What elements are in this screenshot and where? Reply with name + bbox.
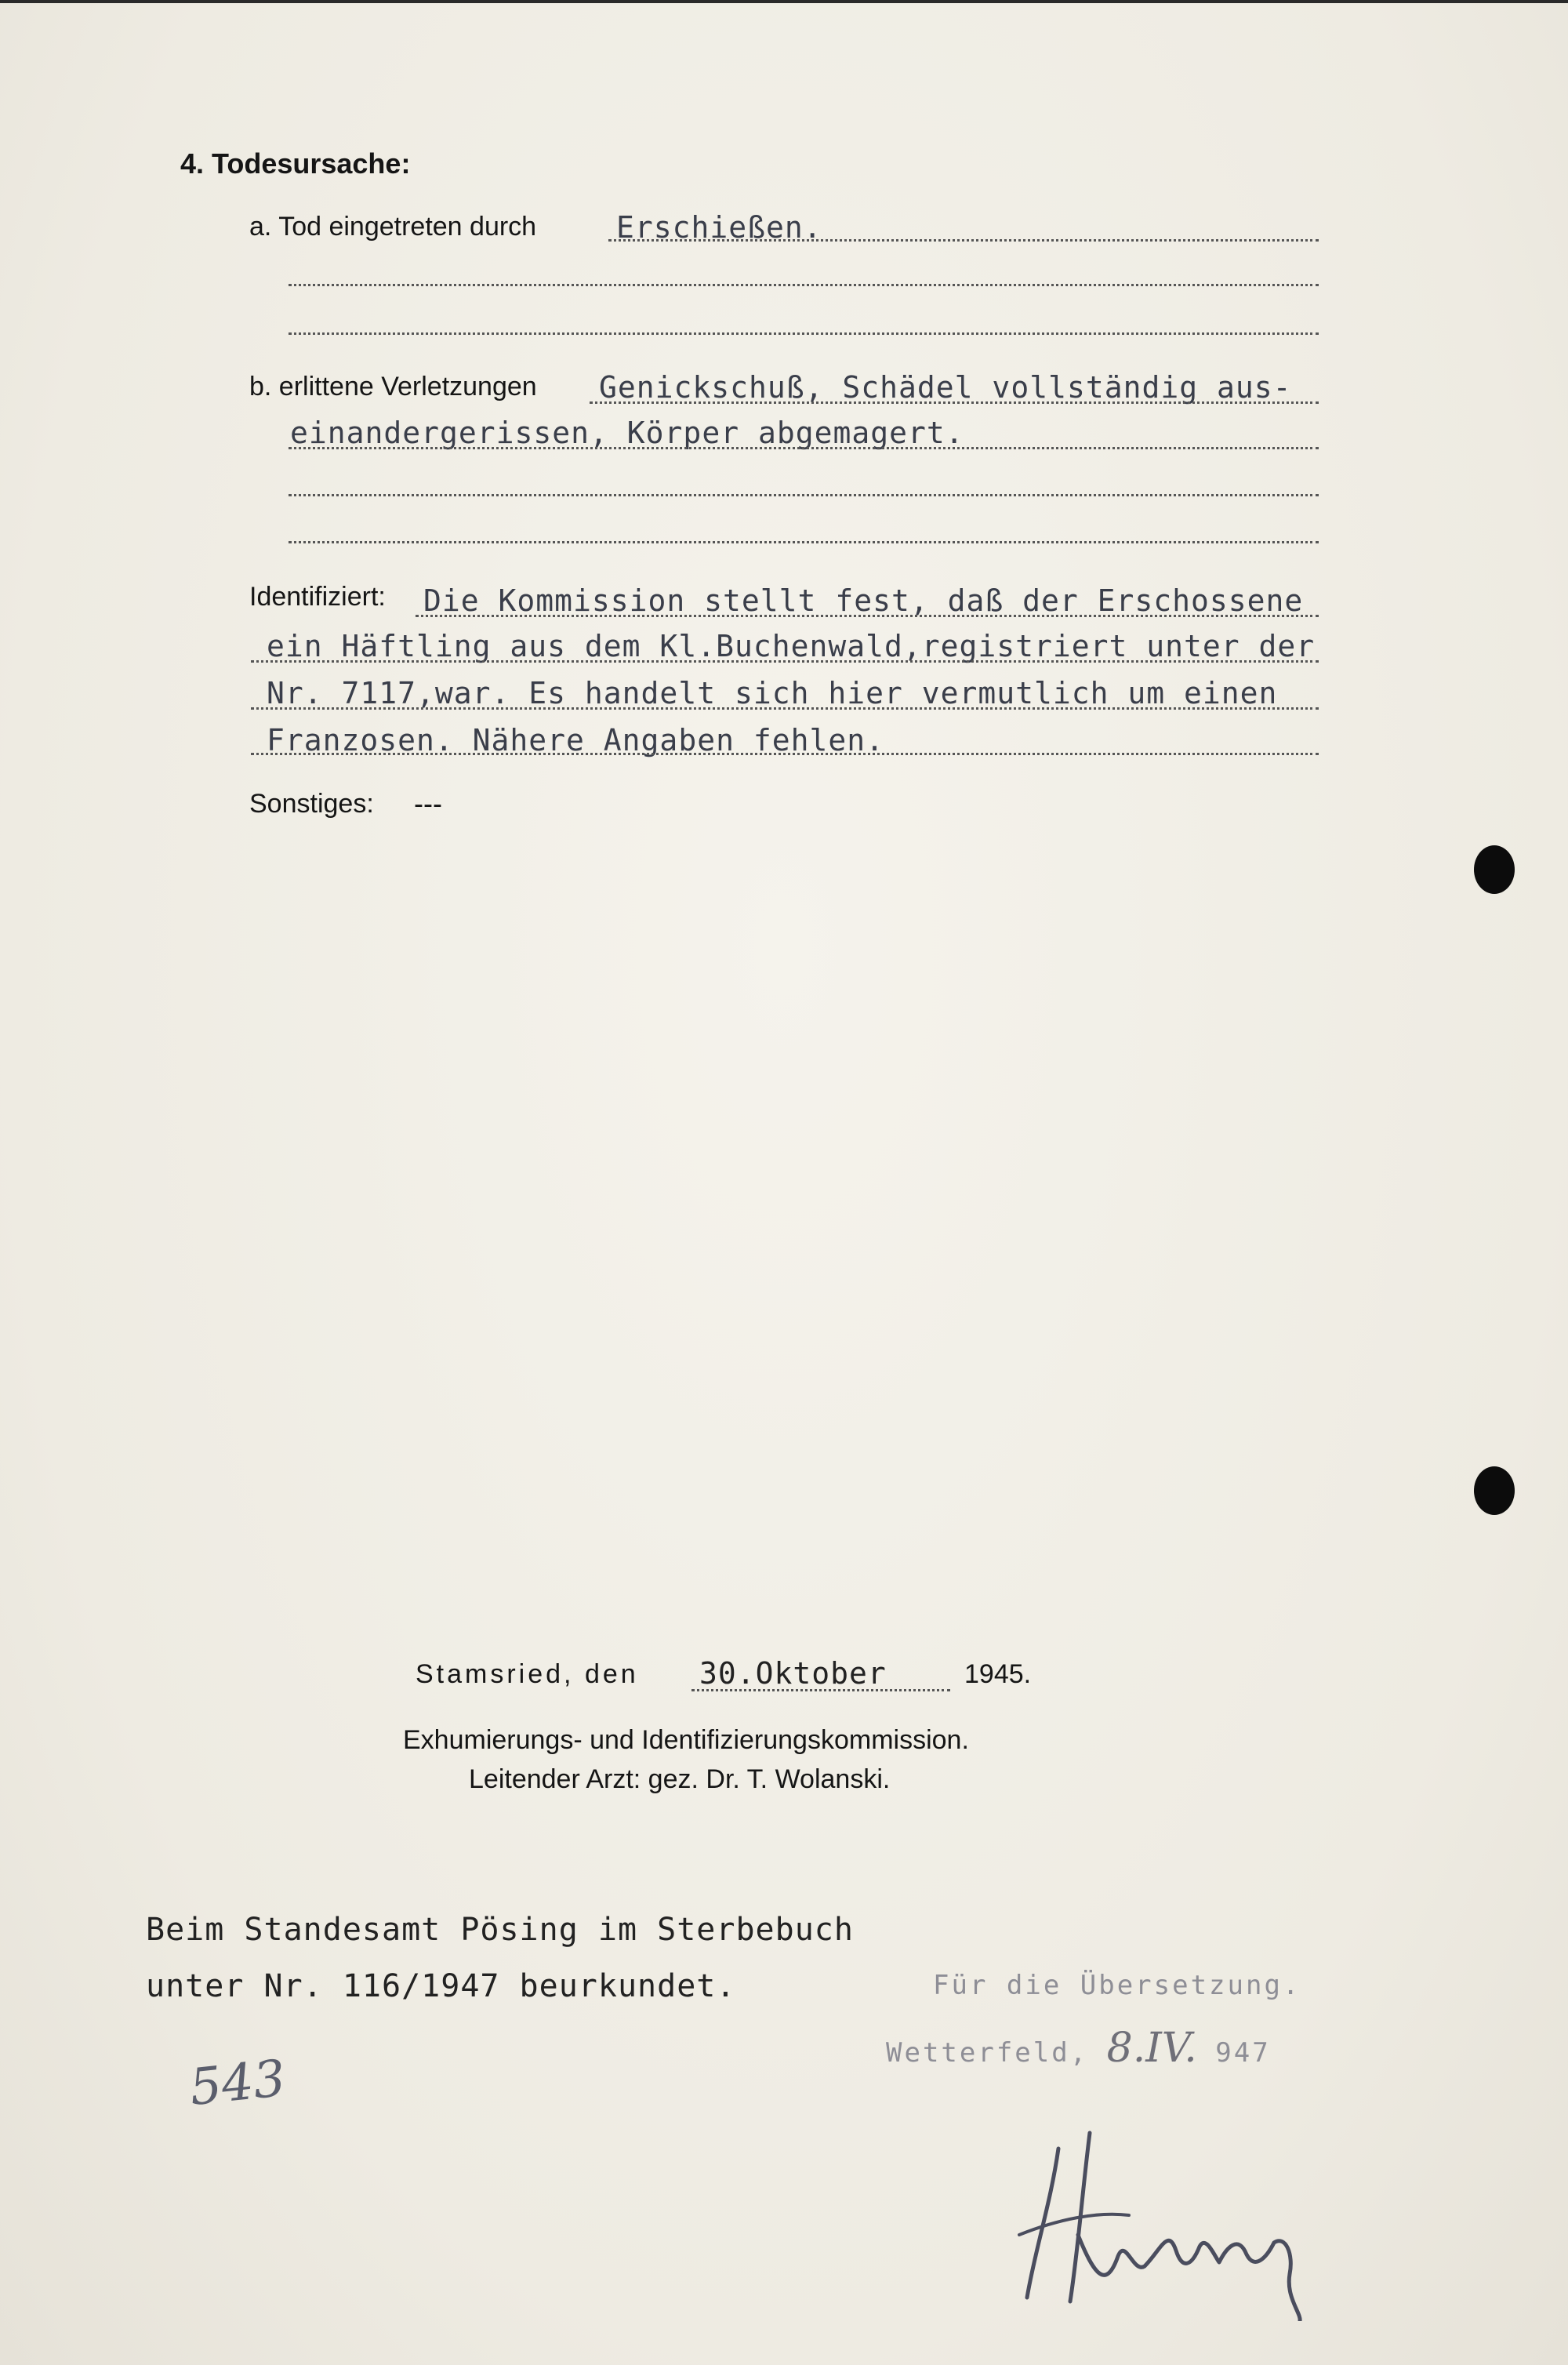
doctor-line: Leitender Arzt: gez. Dr. T. Wolanski. bbox=[469, 1764, 891, 1794]
date-year: 1945. bbox=[964, 1659, 1032, 1689]
dotted-line bbox=[289, 541, 1319, 543]
punch-hole bbox=[1474, 845, 1515, 894]
cause-value: Erschießen. bbox=[616, 210, 822, 245]
dotted-line bbox=[289, 332, 1319, 335]
dotted-line bbox=[416, 615, 1319, 617]
signature-icon bbox=[1004, 2117, 1333, 2321]
injuries-label: b. erlittene Verletzungen bbox=[249, 372, 537, 401]
handwritten-page-number: 543 bbox=[187, 2049, 289, 2118]
registry-line1: Beim Standesamt Pösing im Sterbebuch bbox=[146, 1912, 854, 1948]
stamp-year: 947 bbox=[1215, 2037, 1271, 2069]
injuries-value-line2: einandergerissen, Körper abgemagert. bbox=[290, 416, 964, 450]
dotted-line bbox=[251, 753, 1319, 755]
identified-line2: ein Häftling aus dem Kl.Buchenwald,registriert unter der bbox=[267, 629, 1316, 663]
page-top-edge bbox=[0, 0, 1568, 3]
dotted-line bbox=[251, 707, 1319, 710]
dotted-line bbox=[289, 447, 1319, 449]
dotted-line bbox=[289, 494, 1319, 496]
dotted-line bbox=[608, 239, 1319, 242]
commission-name: Exhumierungs- und Identifizierungskommission. bbox=[403, 1725, 969, 1755]
place-date: Stamsried, den bbox=[416, 1659, 639, 1689]
translation-stamp-line2 bbox=[886, 2025, 1271, 2072]
identified-line1: Die Kommission stellt fest, daß der Erschossene bbox=[423, 583, 1304, 618]
cause-label: a. Tod eingetreten durch bbox=[249, 212, 537, 242]
dotted-line bbox=[590, 401, 1319, 404]
dotted-line bbox=[251, 660, 1319, 663]
registry-line2: unter Nr. 116/1947 beurkundet. bbox=[146, 1968, 736, 2004]
translation-stamp-line1: Für die Übersetzung. bbox=[933, 1970, 1301, 2001]
stamp-place: Wetterfeld, bbox=[886, 2037, 1089, 2069]
date-value: 30.Oktober bbox=[699, 1656, 887, 1691]
punch-hole bbox=[1474, 1466, 1515, 1515]
identified-line4: Franzosen. Nähere Angaben fehlen. bbox=[267, 723, 884, 757]
dotted-line bbox=[691, 1689, 950, 1691]
misc-label: Sonstiges: bbox=[249, 789, 374, 819]
identified-label: Identifiziert: bbox=[249, 582, 386, 612]
misc-value: --- bbox=[414, 787, 442, 819]
identified-line3: Nr. 7117,war. Es handelt sich hier vermutlich um einen bbox=[267, 676, 1278, 710]
dotted-line bbox=[289, 284, 1319, 286]
stamp-date: 8.IV. bbox=[1106, 2025, 1197, 2072]
section-heading: 4. Todesursache: bbox=[180, 147, 411, 180]
injuries-value-line1: Genickschuß, Schädel vollständig aus- bbox=[599, 370, 1292, 405]
